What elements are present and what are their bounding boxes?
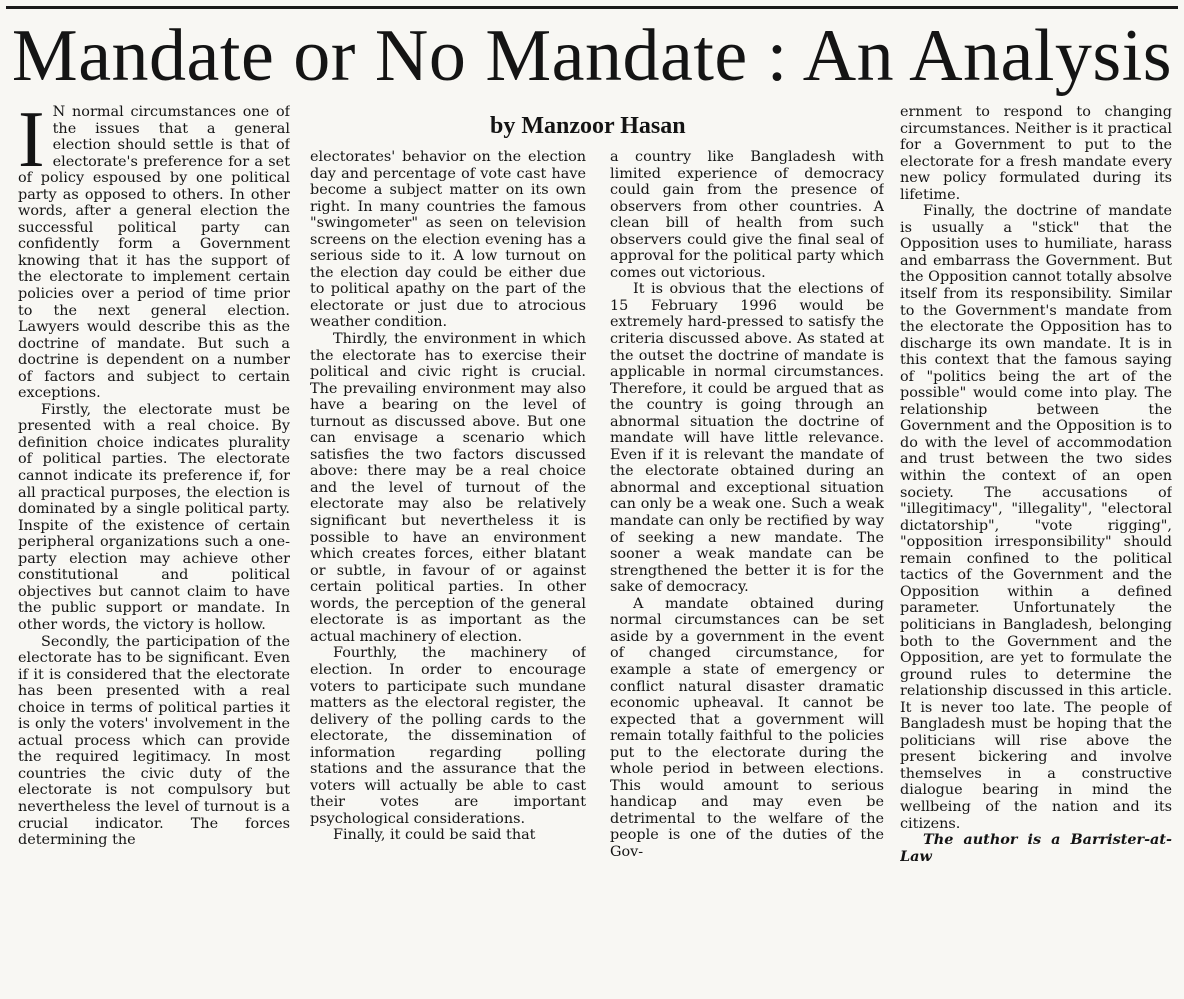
drop-cap: I: [18, 104, 45, 184]
paragraph: N normal circumstances one of the issues that a general election should settle is that of electorate's preference for a set of policy espoused by one political party as opposed to others. In other words, after a general election the successful political party can confidently form a Government knowing that it has the support of the electorate to implement certain policies over a period of time prior to the next general election. Lawyers would describe this as the doctrine of mandate. But such a doctrine is dependent on a number of factors and subject to certain exceptions.: [18, 104, 290, 402]
byline: by Manzoor Hasan: [490, 113, 686, 139]
author-note: The author is a Barrister-at-Law: [900, 831, 1172, 865]
column-4: [900, 104, 1172, 994]
paragraph: Firstly, the electorate must be presented with a real choice. By definition choice indicates plurality of political parties. The electorate cannot indicate its preference if, for all practical purposes, the election is dominated by a single political party. Inspite of the existence of certain peripheral organizations such a one-party election may achieve other constitutional and political objectives but cannot claim to have the public support or mandate. In other words, the victory is hollow.: [18, 401, 290, 633]
headline: Mandate or No Mandate : An Analysis: [11, 15, 1173, 97]
paragraph: Secondly, the participation of the electorate has to be significant. Even if it is considered that the electorate has been presented with a real choice in terms of political parties it is only the voters' involvement in the actual process which can provide the required legitimacy. In most countries the civic duty of the electorate is not compulsory but nevertheless the level of turnout is a crucial indicator. The forces determining the: [18, 633, 290, 849]
paragraph: a country like Bangladesh with limited experience of democracy could gain from the presence of observers from other countries. A clean bill of health from such observers could give the final seal of approval for the political party which comes out victorious.: [610, 149, 884, 281]
paragraph: ernment to respond to changing circumstances. Neither is it practical for a Government to put to the electorate for a fresh mandate every new policy formulated during its lifetime.: [900, 104, 1172, 203]
paragraph: It is obvious that the elections of 15 February 1996 would be extremely hard-pressed to satisfy the criteria discussed above. As stated at the outset the doctrine of mandate is applicable in normal circumstances. Therefore, it could be argued that as the country is going through an abnormal situation the doctrine of mandate will have little relevance. Even if it is relevant the mandate of the electorate obtained during an abnormal and exceptional situation can only be a weak one. Such a weak mandate can only be rectified by way of seeking a new mandate. The sooner a weak mandate can be strengthened the better it is for the sake of democracy.: [610, 281, 884, 596]
top-rule: [6, 6, 1178, 9]
paragraph: Finally, the doctrine of mandate is usually a "stick" that the Opposition uses to humiliate, harass and embarrass the Government. But the Opposition cannot totally absolve itself from its responsibility. Similar to the Government's mandate from the electorate the Opposition has to discharge its own mandate. It is in this context that the famous saying of "politics being the art of the possible" would come into play. The relationship between the Government and the Opposition is to do with the level of accommodation and trust between the two sides within the context of an open society. The accusations of "illegitimacy", "illegality", "electoral dictatorship", "vote rigging", "opposition irresponsibility" should remain confined to the political tactics of the Government and the Opposition within a defined parameter. Unfortunately the politicians in Bangladesh, belonging both to the Government and the Opposition, are yet to formulate the ground rules to determine the relationship discussed in this article. It is never too late. The people of Bangladesh must be hoping that the politicians will rise above the present bickering and involve themselves in a constructive dialogue bearing in mind the wellbeing of the nation and its citizens.: [900, 203, 1172, 832]
paragraph: Thirdly, the environment in which the electorate has to exercise their political and civic right is crucial. The prevailing environment may also have a bearing on the level of turnout as discussed above. But one can envisage a scenario which satisfies the two factors discussed above: there may be a real choice and the level of turnout of the electorate may also be relatively significant but nevertheless it is possible to have an environment which creates forces, either blatant or subtle, in favour of or against certain political parties. In other words, the perception of the general electorate is as important as the actual machinery of election.: [310, 331, 586, 645]
paragraph: electorates' behavior on the election day and percentage of vote cast have become a subject matter on its own right. In many countries the famous "swingometer" as seen on television screens on the election evening has a serious side to it. A low turnout on the election day could be either due to political apathy on the part of the electorate or just due to atrocious weather condition.: [310, 149, 586, 331]
paragraph: Finally, it could be said that: [333, 827, 536, 844]
column-2: [310, 149, 586, 999]
column-3: [610, 149, 884, 999]
column-1: [18, 104, 290, 994]
paragraph: Fourthly, the machinery of election. In order to encourage voters to participate such mundane matters as the electoral register, the delivery of the polling cards to the electorate, the dissemination of information regarding polling stations and the assurance that the voters will actually be able to cast their votes are important psychological considerations.: [310, 645, 586, 827]
paragraph: A mandate obtained during normal circumstances can be set aside by a government in the event of changed circumstance, for example a state of emergency or conflict natural disaster dramatic economic upheaval. It cannot be expected that a government will remain totally faithful to the policies put to the electorate during the whole period in between elections. This would amount to serious handicap and may even be detrimental to the welfare of the people is one of the duties of the Gov-: [610, 595, 884, 860]
